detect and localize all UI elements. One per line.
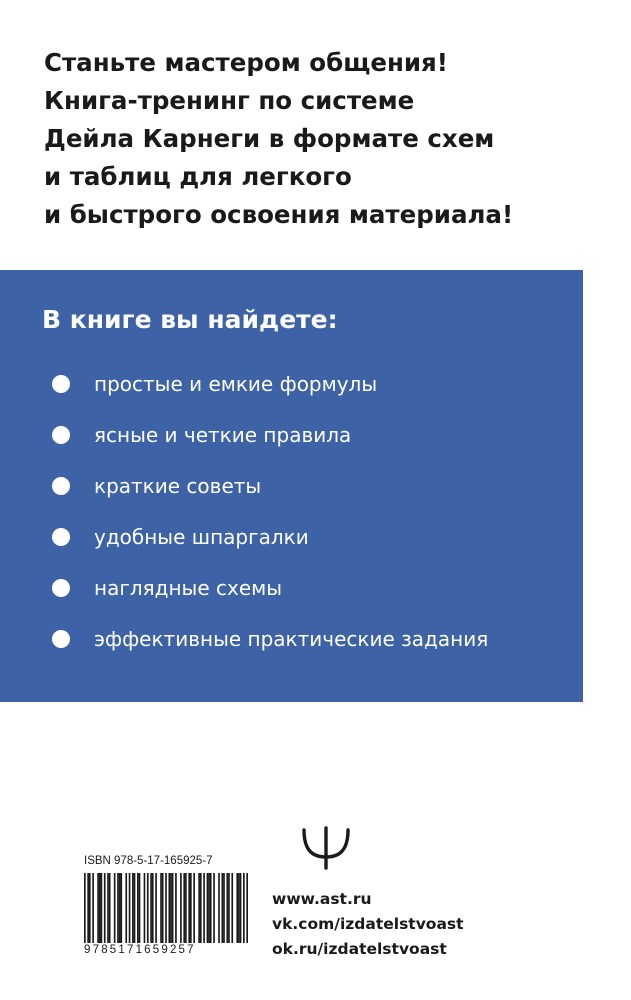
barcode-bar bbox=[188, 873, 190, 943]
barcode-bar bbox=[168, 873, 170, 943]
barcode-bar bbox=[210, 873, 212, 943]
feature-label: наглядные схемы bbox=[94, 575, 283, 600]
feature-label: эффективные практические задания bbox=[94, 626, 489, 651]
barcode-bar bbox=[213, 873, 215, 943]
barcode-bar bbox=[190, 873, 192, 943]
features-title: В книге вы найдете: bbox=[42, 305, 338, 334]
barcode-bar bbox=[89, 873, 91, 943]
headline-line: и таблиц для легкого bbox=[44, 162, 352, 191]
feature-item bbox=[52, 613, 488, 664]
barcode-bar bbox=[155, 873, 157, 943]
headline-line: Станьте мастером общения! bbox=[44, 48, 448, 77]
barcode-bar bbox=[193, 873, 195, 943]
feature-item bbox=[52, 409, 488, 460]
feature-label: простые и емкие формулы bbox=[94, 371, 378, 396]
barcode-bar bbox=[132, 873, 134, 943]
features-panel bbox=[0, 270, 583, 702]
bullet-icon bbox=[52, 630, 70, 648]
barcode-bar bbox=[104, 873, 106, 943]
barcode-bar bbox=[134, 873, 136, 943]
barcode-bar bbox=[165, 873, 167, 943]
barcode-bar bbox=[183, 873, 185, 943]
bullet-icon bbox=[52, 375, 70, 393]
publisher-links bbox=[272, 887, 464, 962]
barcode-bar bbox=[221, 873, 223, 943]
barcode-bar bbox=[246, 873, 248, 943]
barcode-bar bbox=[223, 873, 225, 943]
website-link: www.ast.ru bbox=[272, 890, 372, 908]
barcode-bar bbox=[203, 873, 205, 943]
barcode-bar bbox=[240, 873, 242, 943]
ok-link: ok.ru/izdatelstvoast bbox=[272, 940, 447, 958]
barcode-bar bbox=[226, 873, 228, 943]
barcode-bar bbox=[125, 873, 127, 943]
feature-item bbox=[52, 460, 488, 511]
barcode-bar bbox=[172, 873, 174, 943]
feature-label: краткие советы bbox=[94, 473, 262, 498]
bullet-icon bbox=[52, 426, 70, 444]
barcode-bar bbox=[180, 873, 182, 943]
barcode-bar bbox=[101, 873, 103, 943]
bullet-icon bbox=[52, 528, 70, 546]
barcode-bar bbox=[160, 873, 162, 943]
barcode-bar bbox=[137, 873, 139, 943]
barcode-bar bbox=[139, 873, 141, 943]
barcode-bar bbox=[97, 873, 99, 943]
vk-link: vk.com/izdatelstvoast bbox=[272, 915, 464, 933]
bullet-icon bbox=[52, 579, 70, 597]
feature-item bbox=[52, 562, 488, 613]
headline-line: Дейла Карнеги в формате схем bbox=[44, 124, 495, 153]
bullet-icon bbox=[52, 477, 70, 495]
barcode-bar bbox=[87, 873, 89, 943]
barcode-bar bbox=[152, 873, 154, 943]
barcode-bar bbox=[92, 873, 94, 943]
barcode-bar bbox=[117, 873, 119, 943]
barcode-bar bbox=[231, 873, 233, 943]
barcode-bar bbox=[218, 873, 220, 943]
isbn-label: ISBN 978-5-17-165925-7 bbox=[84, 855, 213, 867]
headline-line: и быстрого освоения материала! bbox=[44, 200, 514, 229]
barcode-bar bbox=[228, 873, 230, 943]
feature-item bbox=[52, 358, 488, 409]
feature-item bbox=[52, 511, 488, 562]
barcode-bar bbox=[84, 873, 86, 943]
barcode-bar bbox=[238, 873, 240, 943]
psi-logo-icon bbox=[296, 826, 356, 870]
barcode-bar bbox=[175, 873, 177, 943]
barcode-bar bbox=[236, 873, 238, 943]
feature-label: удобные шпаргалки bbox=[94, 524, 309, 549]
barcode-bar bbox=[208, 873, 210, 943]
barcode-icon bbox=[84, 873, 248, 943]
barcode-bar bbox=[243, 873, 245, 943]
barcode-bar bbox=[109, 873, 111, 943]
barcode-bar bbox=[99, 873, 101, 943]
barcode-bar bbox=[147, 873, 149, 943]
barcode-digits: 9785171659257 bbox=[84, 944, 196, 956]
features-list bbox=[52, 358, 488, 664]
barcode-bar bbox=[150, 873, 152, 943]
barcode-bar bbox=[107, 873, 109, 943]
feature-label: ясные и четкие правила bbox=[94, 422, 352, 447]
barcode-bar bbox=[120, 873, 122, 943]
barcode-bar bbox=[185, 873, 187, 943]
barcode-bar bbox=[114, 873, 116, 943]
barcode-bar bbox=[162, 873, 164, 943]
headline bbox=[44, 44, 604, 234]
barcode-bar bbox=[207, 873, 209, 943]
headline-line: Книга-тренинг по системе bbox=[44, 86, 415, 115]
barcode-bar bbox=[198, 873, 200, 943]
barcode-bar bbox=[170, 873, 172, 943]
barcode-bar bbox=[144, 873, 146, 943]
barcode-bar bbox=[119, 873, 121, 943]
barcode-bar bbox=[200, 873, 202, 943]
barcode-bar bbox=[129, 873, 131, 943]
